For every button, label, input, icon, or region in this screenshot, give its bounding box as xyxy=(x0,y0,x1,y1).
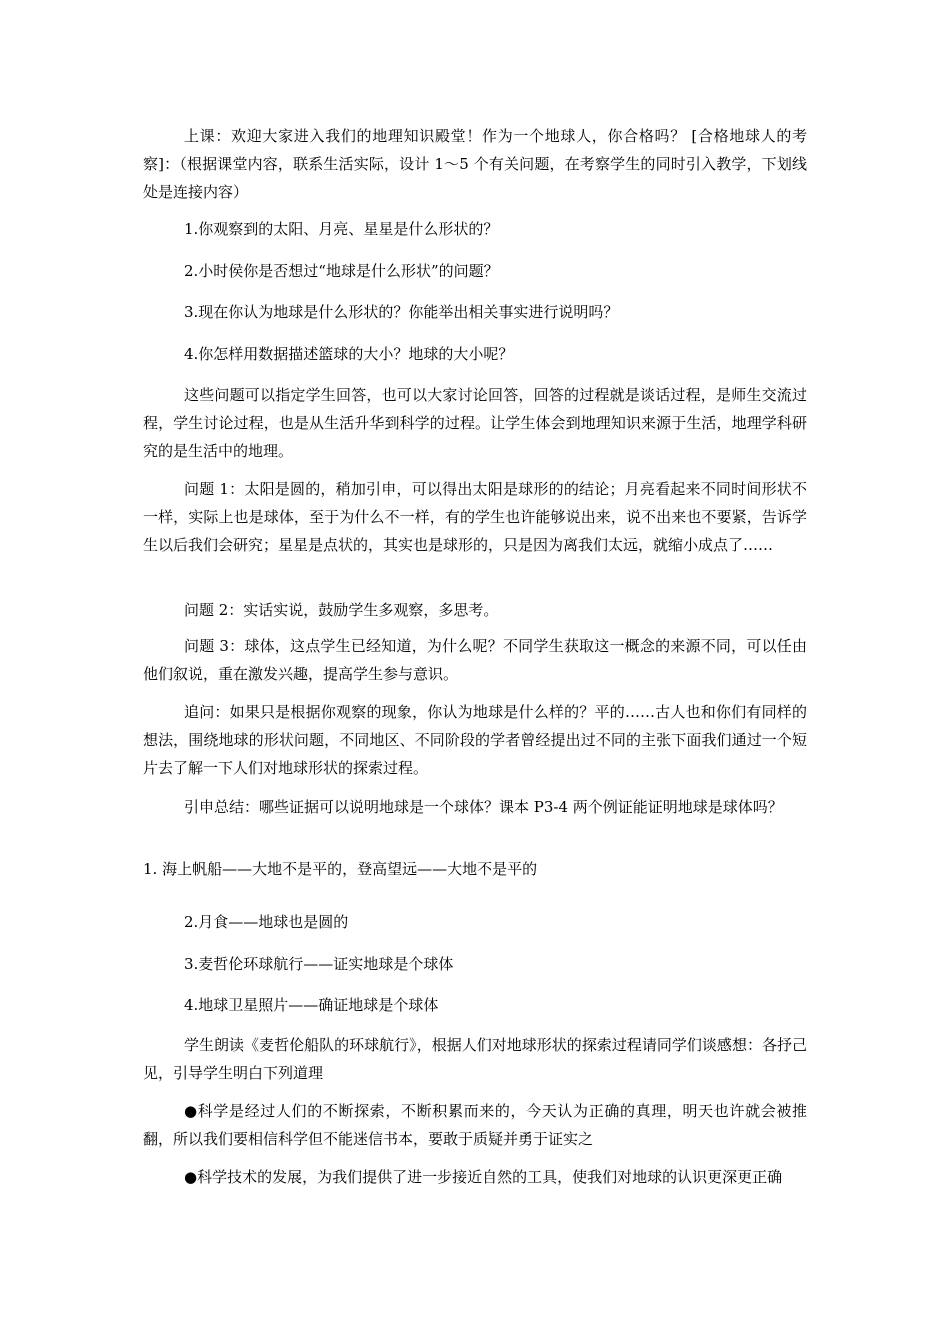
principle-1: ●科学是经过人们的不断探索，不断积累而来的，今天认为正确的真理，明天也许就会被推翻，所以我们要相信科学但不能迷信书本，要敢于质疑并勇于证实之 xyxy=(143,1102,807,1148)
evidence-4: 4.地球卫星照片——确证地球是个球体 xyxy=(184,996,439,1014)
question-1: 1.你观察到的太阳、月亮、星星是什么形状的？ xyxy=(184,220,499,238)
discussion-paragraph: 这些问题可以指定学生回答，也可以大家讨论回答，回答的过程就是谈话过程，是师生交流过程，学生讨论过程，也是从生活升华到科学的过程。让学生体会到地理知识来源于生活，地理学科研究的是生活中的地理。 xyxy=(143,386,807,460)
evidence-3: 3.麦哲伦环球航行——证实地球是个球体 xyxy=(184,955,454,973)
answer-1-paragraph: 问题 1：太阳是圆的，稍加引申，可以得出太阳是球形的的结论；月亮看起来不同时间形状不一样，实际上也是球体，至于为什么不一样，有的学生也许能够说出来，说不出来也不要紧，告诉学生以后我们会研究；星星是点状的，其实也是球形的，只是因为离我们太远，就缩小成点了…… xyxy=(143,480,807,554)
followup-paragraph: 追问：如果只是根据你观察的现象，你认为地球是什么样的？平的……古人也和你们有同样的想法，围绕地球的形状问题，不同地区、不同阶段的学者曾经提出过不同的主张下面我们通过一个短片去了解一下人们对地球形状的探索过程。 xyxy=(143,703,807,777)
intro-paragraph: 上课：欢迎大家进入我们的地理知识殿堂！作为一个地球人，你合格吗？ [合格地球人的考察]：（根据课堂内容，联系生活实际，设计 1～5 个有关问题，在考察学生的同时引入教学，下划线处是连接内容） xyxy=(143,127,807,201)
question-2: 2.小时侯你是否想过“地球是什么形状”的问题？ xyxy=(184,262,499,280)
answer-3-paragraph: 问题 3：球体，这点学生已经知道，为什么呢？不同学生获取这一概念的来源不同，可以任由他们叙说，重在激发兴趣，提高学生参与意识。 xyxy=(143,637,807,683)
evidence-1: 1. 海上帆船——大地不是平的，登高望远——大地不是平的 xyxy=(143,860,538,878)
question-3: 3.现在你认为地球是什么形状的？你能举出相关事实进行说明吗？ xyxy=(184,303,619,321)
summary-paragraph: 引申总结：哪些证据可以说明地球是一个球体？课本 P3-4 两个例证能证明地球是球体吗？ xyxy=(184,798,783,816)
question-4: 4.你怎样用数据描述篮球的大小？地球的大小呢？ xyxy=(184,345,514,363)
principle-2: ●科学技术的发展，为我们提供了进一步接近自然的工具，使我们对地球的认识更深更正确 xyxy=(184,1168,783,1186)
evidence-2: 2.月食——地球也是圆的 xyxy=(184,913,349,931)
reading-paragraph: 学生朗读《麦哲伦船队的环球航行》，根据人们对地球形状的探索过程请同学们谈感想：各抒己见，引导学生明白下列道理 xyxy=(143,1036,807,1082)
answer-2-paragraph: 问题 2：实话实说，鼓励学生多观察，多思考。 xyxy=(184,601,499,619)
